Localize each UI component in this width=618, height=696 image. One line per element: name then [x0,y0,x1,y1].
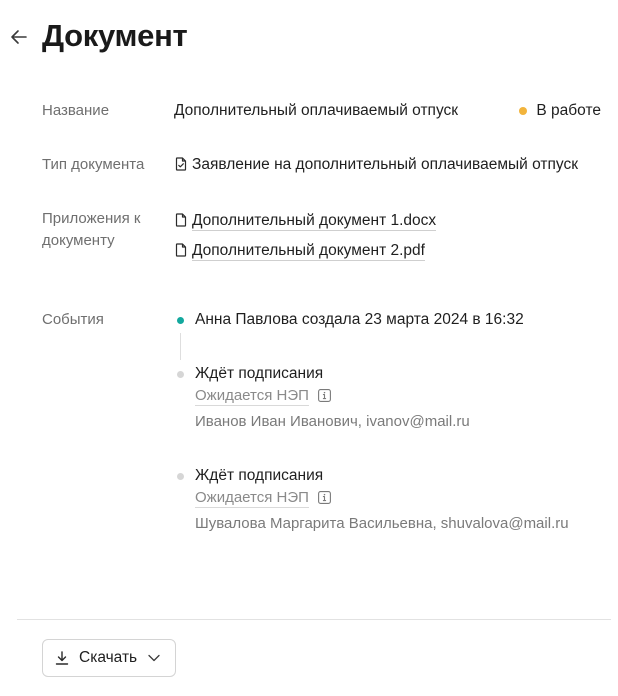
download-button[interactable] [42,639,176,677]
attachments-label-line1: Приложения к [42,210,141,227]
name-label: Название [42,102,110,119]
status-text: В работе [536,102,601,119]
arrow-left-icon [8,26,30,48]
event-pending-dot [177,371,184,378]
event-created-text: Анна Павлова создала 23 марта 2024 в 16:32 [195,311,524,328]
status-badge [519,100,601,122]
event-pending-dot [177,473,184,480]
signature-type-text: Ожидается НЭП [195,387,309,404]
event-person: Шувалова Маргарита Васильевна, shuvalova@mail.ru [195,515,569,532]
back-button[interactable] [8,26,30,48]
file-icon [175,243,187,257]
event-title: Ждёт подписания [195,467,324,484]
name-value: Дополнительный оплачиваемый отпуск [174,102,459,119]
attachments-label-line2: документу [42,232,115,249]
file-icon [175,213,187,227]
page-title: Документ [42,18,188,53]
doc-type-value [175,154,578,176]
event-created-dot [177,317,184,324]
doc-type-text: Заявление на дополнительный оплачиваемый отпуск [192,156,578,173]
status-dot-icon [519,107,527,115]
info-icon[interactable] [318,389,331,402]
attachment-link-1[interactable] [175,210,436,232]
timeline-connector [180,333,181,360]
events-label: События [42,311,104,328]
download-icon [54,650,70,666]
signature-type-text: Ожидается НЭП [195,489,309,506]
event-signature-type [195,487,331,509]
attachment-name: Дополнительный документ 1.docx [192,212,437,229]
attachment-name: Дополнительный документ 2.pdf [192,242,425,259]
attachment-link-2[interactable] [175,240,425,262]
event-signature-type [195,385,331,407]
info-icon[interactable] [318,491,331,504]
doc-type-label: Тип документа [42,156,145,173]
file-signed-icon [175,157,187,171]
event-person: Иванов Иван Иванович, ivanov@mail.ru [195,413,470,430]
chevron-down-icon [147,651,161,665]
download-label: Скачать [79,649,138,666]
footer-divider [17,619,611,620]
event-title: Ждёт подписания [195,365,324,382]
